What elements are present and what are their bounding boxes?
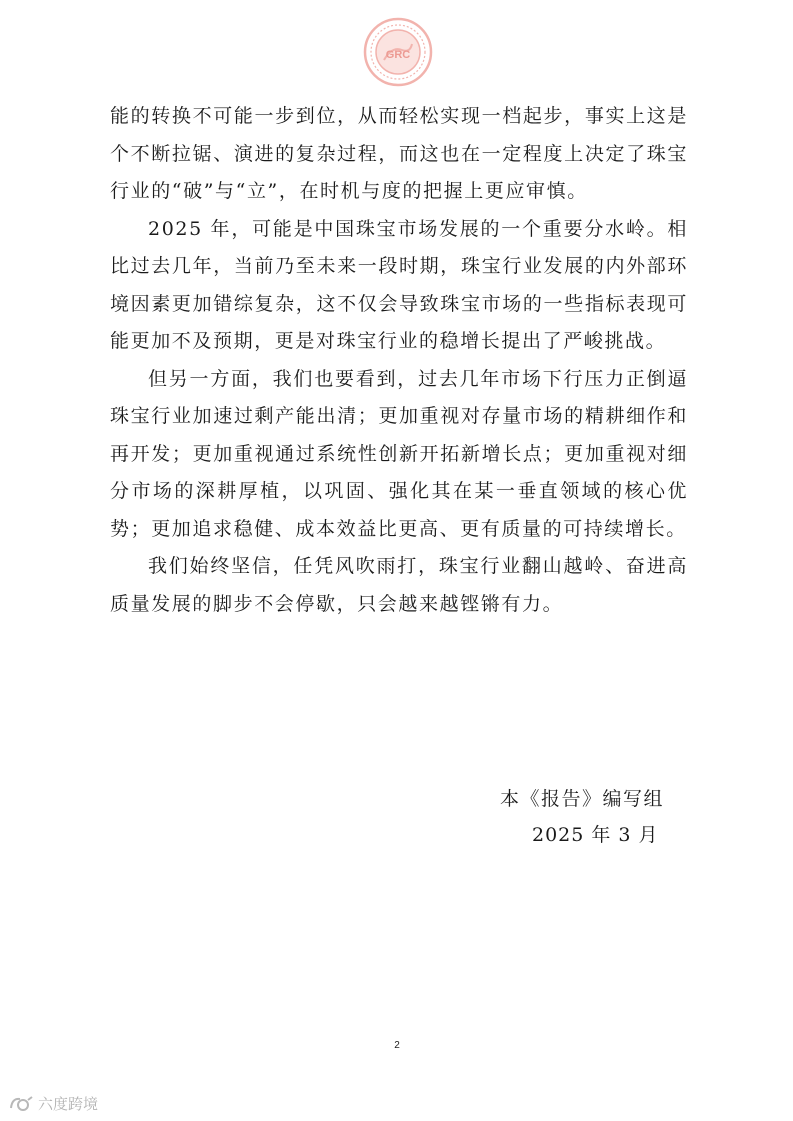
watermark (8, 1093, 98, 1114)
paragraph-continuation: 能的转换不可能一步到位，从而轻松实现一档起步，事实上这是个不断拉锯、演进的复杂过程，而这也在一定程度上决定了珠宝行业的“破”与“立”，在时机与度的把握上更应审慎。 (110, 105, 688, 202)
watermark-text: 六度跨境 (38, 1095, 99, 1113)
signature-date: 2025 年 3 月 (532, 824, 659, 846)
watermark-logo-icon (8, 1094, 34, 1114)
logo-text: GRC (385, 49, 411, 61)
signature-author: 本《报告》编写组 (500, 788, 665, 810)
paragraph-belief: 我们始终坚信，任凭风吹雨打，珠宝行业翻山越岭、奋进高质量发展的脚步不会停歇，只会越来越铿锵有力。 (110, 555, 688, 615)
paragraph-watershed: 2025 年，可能是中国珠宝市场发展的一个重要分水岭。相比过去几年，当前乃至未来一段时期，珠宝行业发展的内外部环境因素更加错综复杂，这不仅会导致珠宝市场的一些指标表现可能更加不及预期，更是对珠宝行业的稳增长提出了严峻挑战。 (110, 217, 688, 352)
grc-logo-icon (362, 16, 434, 88)
page-number: 2 (394, 1040, 400, 1051)
paragraph-other-hand: 但另一方面，我们也要看到，过去几年市场下行压力正倒逼珠宝行业加速过剩产能出清；更加重视对存量市场的精耕细作和再开发；更加重视通过系统性创新开拓新增长点；更加重视对细分市场的深耕厚植，以巩固、强化其在某一垂直领域的核心优势；更加追求稳健、成本效益比更高、更有质量的可持续增长。 (110, 367, 688, 540)
document-body (110, 98, 688, 623)
